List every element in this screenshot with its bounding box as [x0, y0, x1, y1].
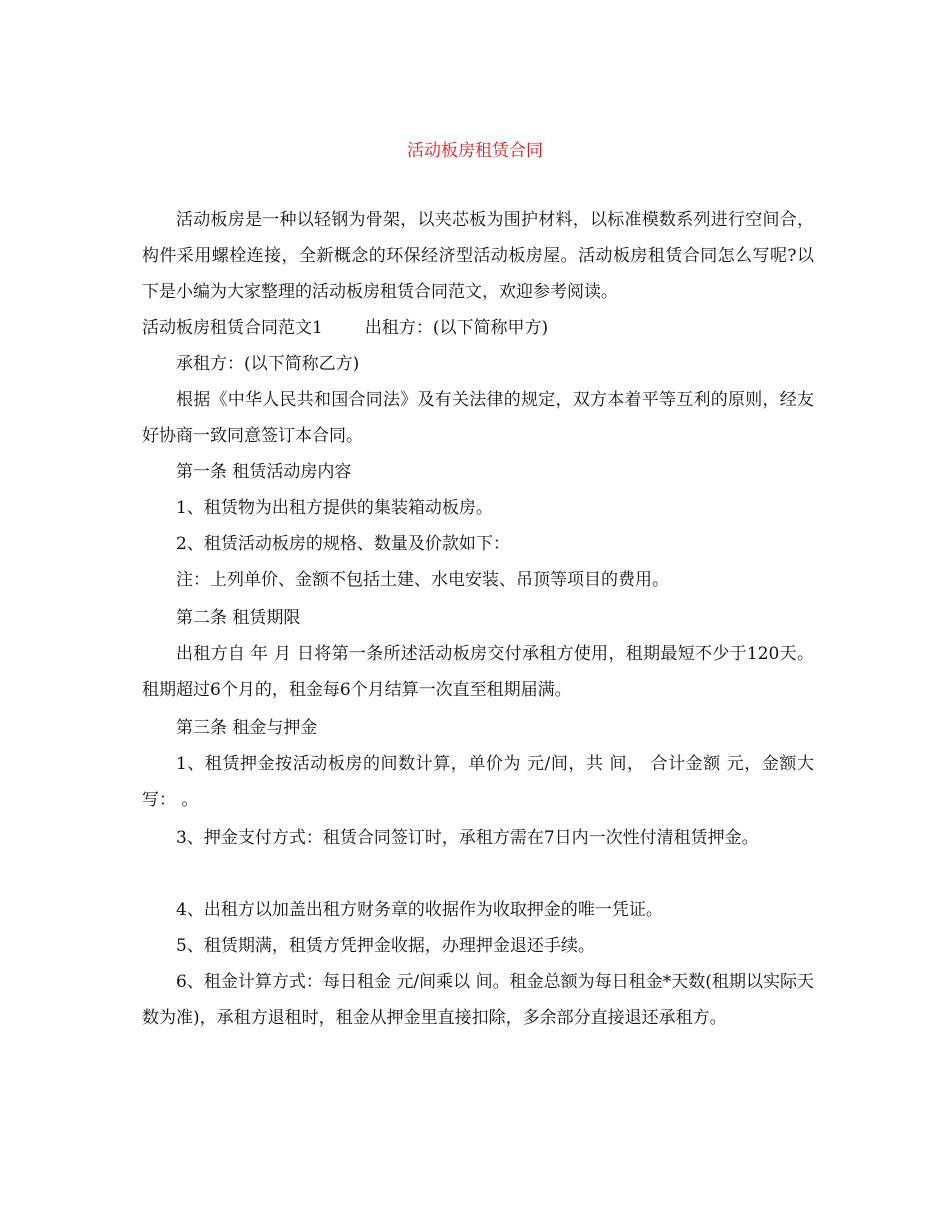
- article3-title: 第三条 租金与押金: [176, 718, 318, 738]
- article2-title: 第二条 租赁期限: [176, 608, 301, 628]
- preamble-paragraph: 根据《中华人民共和国合同法》及有关法律的规定，双方本着平等互利的原则，经友好协商一致同意签订本合同。: [142, 390, 814, 446]
- sample-heading-line: [142, 310, 548, 346]
- article1-item2: 2、租赁活动板房的规格、数量及价款如下：: [176, 534, 510, 554]
- sample-heading: 活动板房租赁合同范文1: [142, 318, 323, 338]
- article1-note: 注：上列单价、金额不包括土建、水电安装、吊顶等项目的费用。: [176, 570, 669, 590]
- intro-paragraph: 活动板房是一种以轻钢为骨架，以夹芯板为围护材料，以标准模数系列进行空间合，构件采用螺栓连接，全新概念的环保经济型活动板房屋。活动板房租赁合同怎么写呢?以下是小编为大家整理的活动板房租赁合同范文，欢迎参考阅读。: [142, 210, 814, 302]
- document-title: 活动板房租赁合同: [407, 141, 543, 161]
- article2-body: 出租方自 年 月 日将第一条所述活动板房交付承租方使用，租期最短不少于120天。租期超过6个月的，租金每6个月结算一次直至租期届满。: [142, 644, 814, 700]
- lessee-line: 承租方：(以下简称乙方): [176, 354, 360, 374]
- article3-item5: 5、租赁期满，租赁方凭押金收据，办理押金退还手续。: [176, 936, 595, 956]
- article3-item6: 6、租金计算方式：每日租金 元/间乘以 间。租金总额为每日租金*天数(租期以实际天数为准)，承租方退租时，租金从押金里直接扣除，多余部分直接退还承租方。: [142, 972, 814, 1028]
- article3-item4: 4、出租方以加盖出租方财务章的收据作为收取押金的唯一凭证。: [176, 900, 663, 920]
- lessor-line: 出租方：(以下简称甲方): [364, 318, 549, 338]
- article1-title: 第一条 租赁活动房内容: [176, 462, 352, 482]
- article1-item1: 1、租赁物为出租方提供的集装箱动板房。: [176, 498, 493, 518]
- article3-item3: 3、押金支付方式：租赁合同签订时，承租方需在7日内一次性付清租赁押金。: [176, 828, 759, 848]
- article3-item1: 1、租赁押金按活动板房的间数计算，单价为 元/间，共 间， 合计金额 元，金额大写： 。: [142, 754, 814, 810]
